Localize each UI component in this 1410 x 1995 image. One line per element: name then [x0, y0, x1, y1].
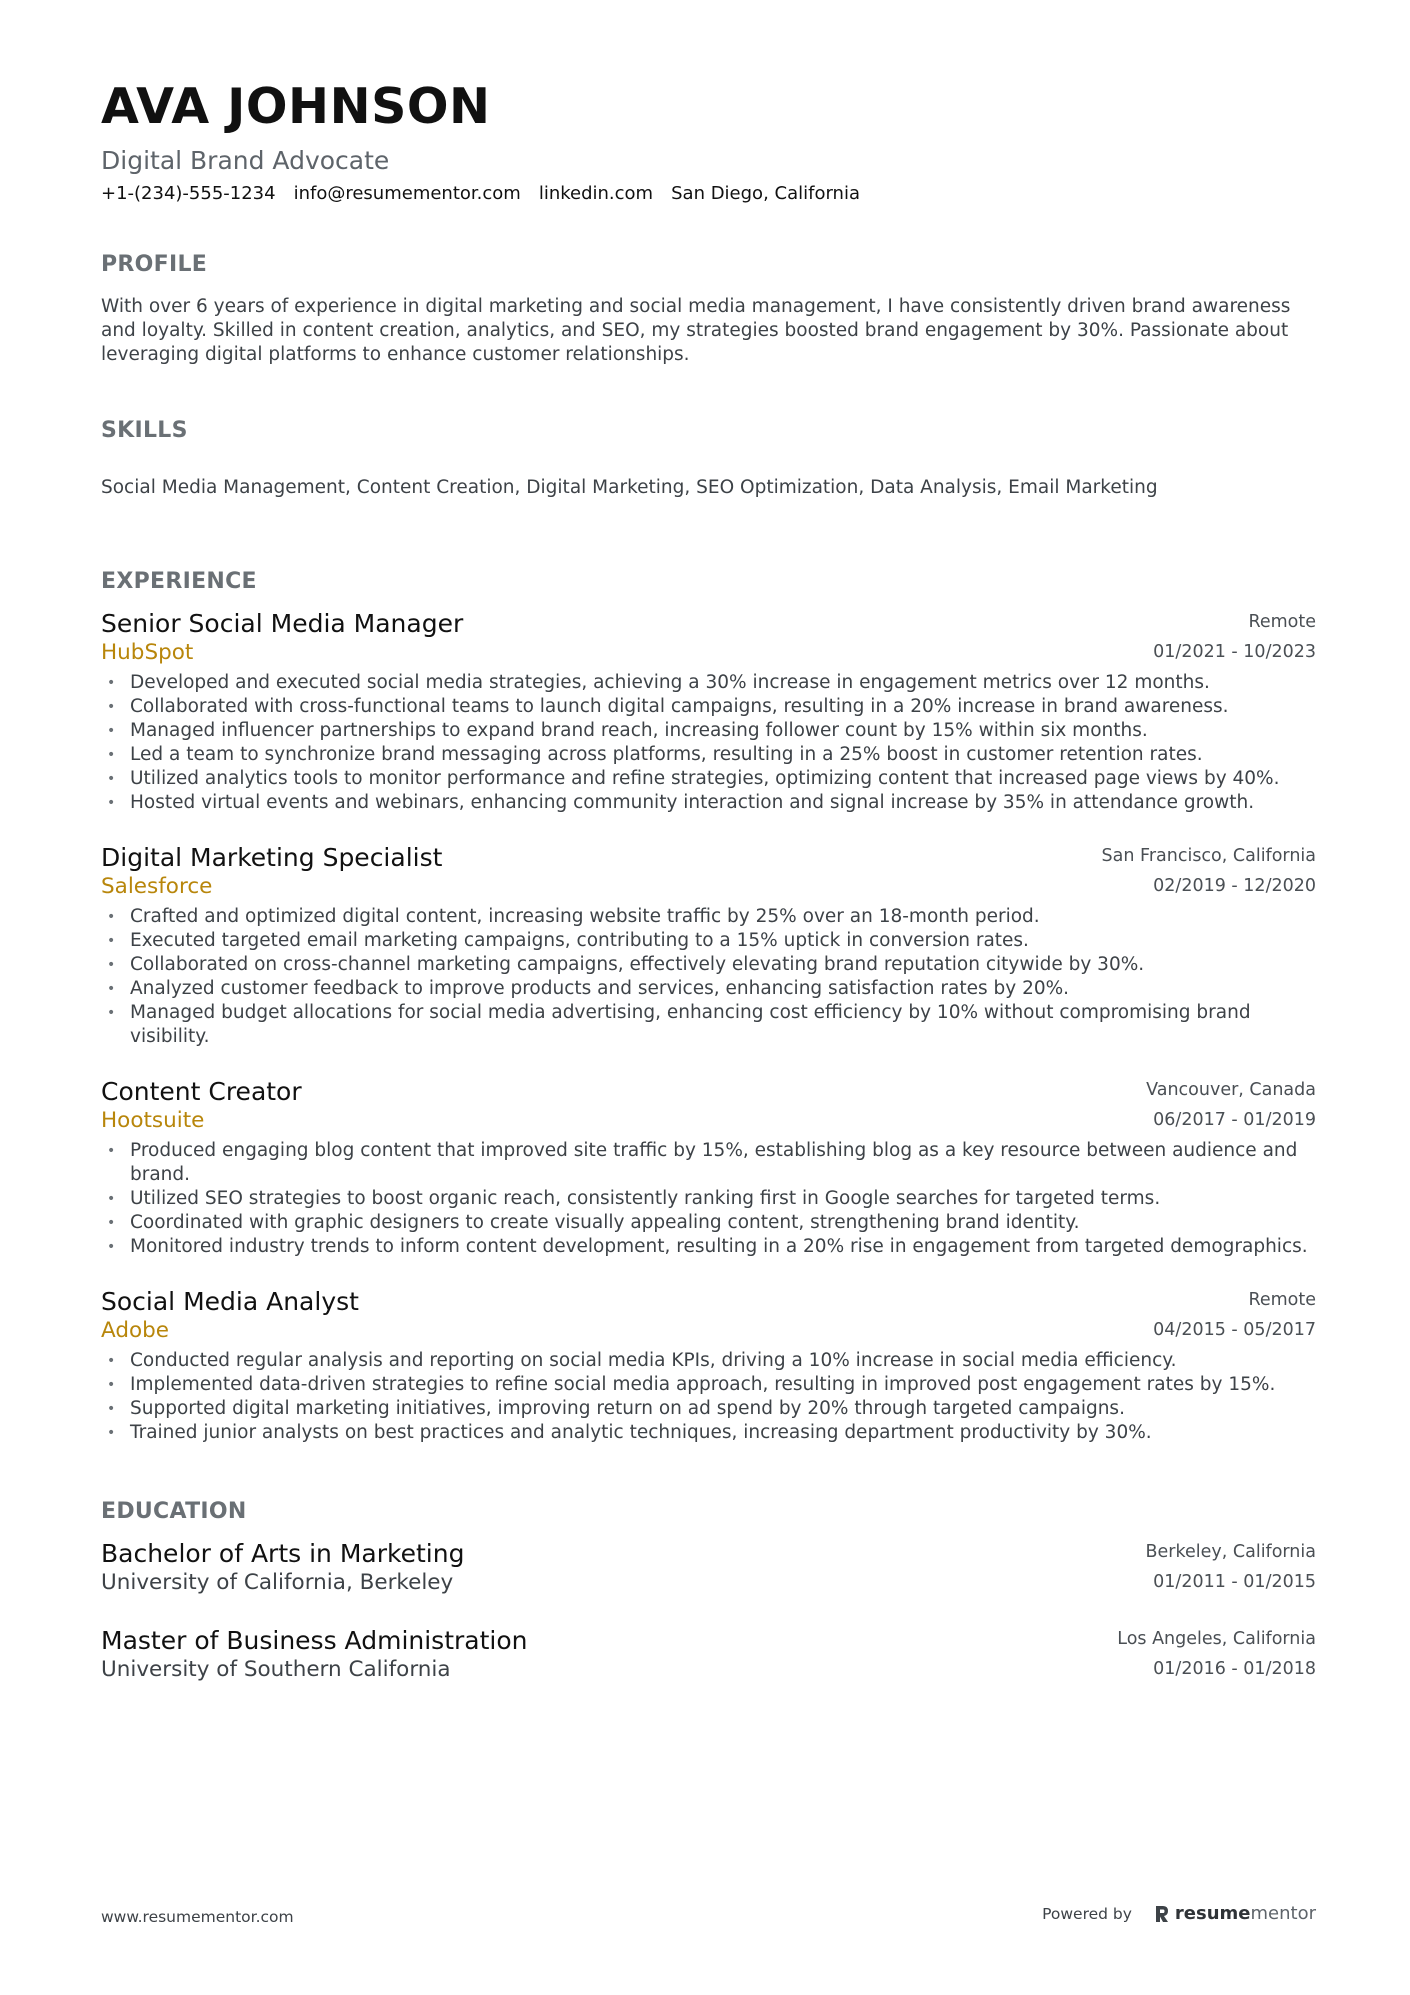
- bullet-dot-icon: •: [107, 981, 116, 997]
- job-title: Social Media Analyst: [101, 1287, 359, 1316]
- candidate-title: Digital Brand Advocate: [101, 146, 390, 175]
- list-item: [101, 1211, 1316, 1235]
- list-item: [101, 695, 1316, 719]
- education-dates: 01/2016 - 01/2018: [1153, 1659, 1316, 1679]
- list-item: [101, 1001, 1316, 1049]
- bullet-text: Led a team to synchronize brand messaging across platforms, resulting in a 25% boost in customer retention rates.: [130, 744, 1203, 765]
- experience-entry: [101, 1077, 1316, 1259]
- experience-entry: [101, 609, 1316, 815]
- bullet-text: Crafted and optimized digital content, increasing website traffic by 25% over an 18-month period.: [130, 906, 1040, 927]
- bullet-dot-icon: •: [107, 1377, 116, 1393]
- list-item: [101, 1421, 1316, 1445]
- school-name: University of Southern California: [101, 1657, 451, 1682]
- list-item: [101, 791, 1316, 815]
- brand-text-bold: resume: [1174, 1903, 1251, 1924]
- job-location: Remote: [1248, 612, 1316, 632]
- contact-linkedin[interactable]: linkedin.com: [538, 183, 654, 204]
- job-company: Salesforce: [101, 874, 213, 899]
- bullet-text: Supported digital marketing initiatives, improving return on ad spend by 20% through targeted campaigns.: [130, 1398, 1125, 1419]
- bullet-dot-icon: •: [107, 699, 116, 715]
- bullet-text: Managed influencer partnerships to expand brand reach, increasing follower count by 15% within six months.: [130, 720, 1148, 741]
- job-bullet-list: [101, 1139, 1316, 1259]
- list-item: [101, 929, 1316, 953]
- brand-text-light: mentor: [1250, 1903, 1316, 1924]
- bullet-text: Utilized SEO strategies to boost organic reach, consistently ranking first in Google searches for targeted terms.: [130, 1188, 1161, 1209]
- job-company: Hootsuite: [101, 1108, 205, 1133]
- bullet-text: Produced engaging blog content that improved site traffic by 15%, establishing blog as a key resource between audience and brand.: [130, 1140, 1298, 1185]
- school-name: University of California, Berkeley: [101, 1570, 454, 1595]
- list-item: [101, 1373, 1316, 1397]
- education-entry-header: [101, 1539, 1316, 1599]
- bullet-dot-icon: •: [107, 723, 116, 739]
- candidate-name: AVA JOHNSON: [101, 78, 491, 135]
- contact-location: San Diego, California: [671, 183, 860, 204]
- experience-entry-header: [101, 843, 1316, 903]
- job-title: Digital Marketing Specialist: [101, 843, 443, 872]
- list-item: [101, 1187, 1316, 1211]
- footer-website[interactable]: www.resumementor.com: [101, 1908, 294, 1926]
- education-location: Los Angeles, California: [1117, 1629, 1316, 1649]
- bullet-dot-icon: •: [107, 909, 116, 925]
- bullet-text: Collaborated with cross-functional teams to launch digital campaigns, resulting in a 20% increase in brand awareness.: [130, 696, 1229, 717]
- bullet-text: Monitored industry trends to inform content development, resulting in a 20% rise in engagement from targeted demographics.: [130, 1236, 1308, 1257]
- education-location: Berkeley, California: [1145, 1542, 1316, 1562]
- job-location: Vancouver, Canada: [1146, 1080, 1316, 1100]
- profile-heading: PROFILE: [101, 252, 208, 277]
- education-entry: [101, 1539, 1316, 1599]
- education-dates: 01/2011 - 01/2015: [1153, 1572, 1316, 1592]
- bullet-dot-icon: •: [107, 747, 116, 763]
- footer-branding: [1042, 1903, 1316, 1924]
- bullet-text: Utilized analytics tools to monitor performance and refine strategies, optimizing content that increased page views by 40%.: [130, 768, 1280, 789]
- list-item: [101, 719, 1316, 743]
- degree-title: Bachelor of Arts in Marketing: [101, 1539, 465, 1568]
- experience-entry-header: [101, 1287, 1316, 1347]
- bullet-dot-icon: •: [107, 1425, 116, 1441]
- experience-entry: [101, 843, 1316, 1049]
- job-location: Remote: [1248, 1290, 1316, 1310]
- bullet-text: Trained junior analysts on best practices and analytic techniques, increasing department productivity by 30%.: [130, 1422, 1152, 1443]
- contact-phone[interactable]: +1-(234)-555-1234: [101, 183, 276, 204]
- bullet-text: Hosted virtual events and webinars, enhancing community interaction and signal increase by 35% in attendance growth.: [130, 792, 1255, 813]
- job-location: San Francisco, California: [1101, 846, 1316, 866]
- bullet-text: Implemented data-driven strategies to refine social media approach, resulting in improved post engagement rates by 15%.: [130, 1374, 1276, 1395]
- contact-row: [101, 183, 860, 204]
- job-title: Content Creator: [101, 1077, 302, 1106]
- job-company: HubSpot: [101, 640, 194, 665]
- bullet-dot-icon: •: [107, 1143, 116, 1159]
- list-item: [101, 1349, 1316, 1373]
- bullet-text: Developed and executed social media strategies, achieving a 30% increase in engagement metrics over 12 months.: [130, 672, 1210, 693]
- list-item: [101, 977, 1316, 1001]
- education-entry-header: [101, 1626, 1316, 1686]
- degree-title: Master of Business Administration: [101, 1626, 528, 1655]
- bullet-dot-icon: •: [107, 675, 116, 691]
- job-dates: 04/2015 - 05/2017: [1153, 1320, 1316, 1340]
- profile-text: With over 6 years of experience in digital marketing and social media management, I have consistently driven brand awareness and loyalty. Skilled in content creation, analytics, and SEO, my strategies boosted brand engagement by 30%. Passionate about leveraging digital platforms to enhance customer relationships.: [101, 296, 1291, 365]
- bullet-dot-icon: •: [107, 1239, 116, 1255]
- list-item: [101, 767, 1316, 791]
- bullet-dot-icon: •: [107, 1215, 116, 1231]
- experience-entry: [101, 1287, 1316, 1445]
- job-company: Adobe: [101, 1318, 170, 1343]
- bullet-dot-icon: •: [107, 933, 116, 949]
- skills-heading: SKILLS: [101, 418, 188, 443]
- bullet-text: Collaborated on cross-channel marketing campaigns, effectively elevating brand reputation citywide by 30%.: [130, 954, 1145, 975]
- bullet-dot-icon: •: [107, 1401, 116, 1417]
- resumementor-logo-icon: [1154, 1904, 1170, 1924]
- experience-entry-header: [101, 609, 1316, 669]
- bullet-text: Conducted regular analysis and reporting on social media KPIs, driving a 10% increase in social media efficiency.: [130, 1350, 1177, 1371]
- bullet-text: Managed budget allocations for social media advertising, enhancing cost efficiency by 10% without compromising brand visibility.: [130, 1002, 1251, 1047]
- list-item: [101, 1397, 1316, 1421]
- job-bullet-list: [101, 905, 1316, 1049]
- resumementor-brand[interactable]: [1154, 1903, 1316, 1924]
- job-dates: 01/2021 - 10/2023: [1153, 642, 1316, 662]
- bullet-dot-icon: •: [107, 1353, 116, 1369]
- education-heading: EDUCATION: [101, 1499, 247, 1524]
- experience-entry-header: [101, 1077, 1316, 1137]
- experience-heading: EXPERIENCE: [101, 569, 257, 594]
- list-item: [101, 671, 1316, 695]
- bullet-text: Coordinated with graphic designers to create visually appealing content, strengthening brand identity.: [130, 1212, 1080, 1233]
- list-item: [101, 743, 1316, 767]
- contact-email[interactable]: info@resumementor.com: [293, 183, 521, 204]
- education-entry: [101, 1626, 1316, 1686]
- list-item: [101, 1235, 1316, 1259]
- bullet-dot-icon: •: [107, 1005, 116, 1021]
- skills-text: Social Media Management, Content Creation, Digital Marketing, SEO Optimization, Data Analysis, Email Marketing: [101, 477, 1158, 498]
- bullet-dot-icon: •: [107, 771, 116, 787]
- powered-by-label: Powered by: [1042, 1904, 1132, 1923]
- bullet-dot-icon: •: [107, 795, 116, 811]
- job-bullet-list: [101, 1349, 1316, 1445]
- job-dates: 06/2017 - 01/2019: [1153, 1110, 1316, 1130]
- job-dates: 02/2019 - 12/2020: [1153, 876, 1316, 896]
- job-bullet-list: [101, 671, 1316, 815]
- job-title: Senior Social Media Manager: [101, 609, 464, 638]
- list-item: [101, 1139, 1316, 1187]
- bullet-dot-icon: •: [107, 1191, 116, 1207]
- bullet-dot-icon: •: [107, 957, 116, 973]
- list-item: [101, 905, 1316, 929]
- bullet-text: Executed targeted email marketing campaigns, contributing to a 15% uptick in conversion rates.: [130, 930, 1029, 951]
- bullet-text: Analyzed customer feedback to improve products and services, enhancing satisfaction rates by 20%.: [130, 978, 1070, 999]
- list-item: [101, 953, 1316, 977]
